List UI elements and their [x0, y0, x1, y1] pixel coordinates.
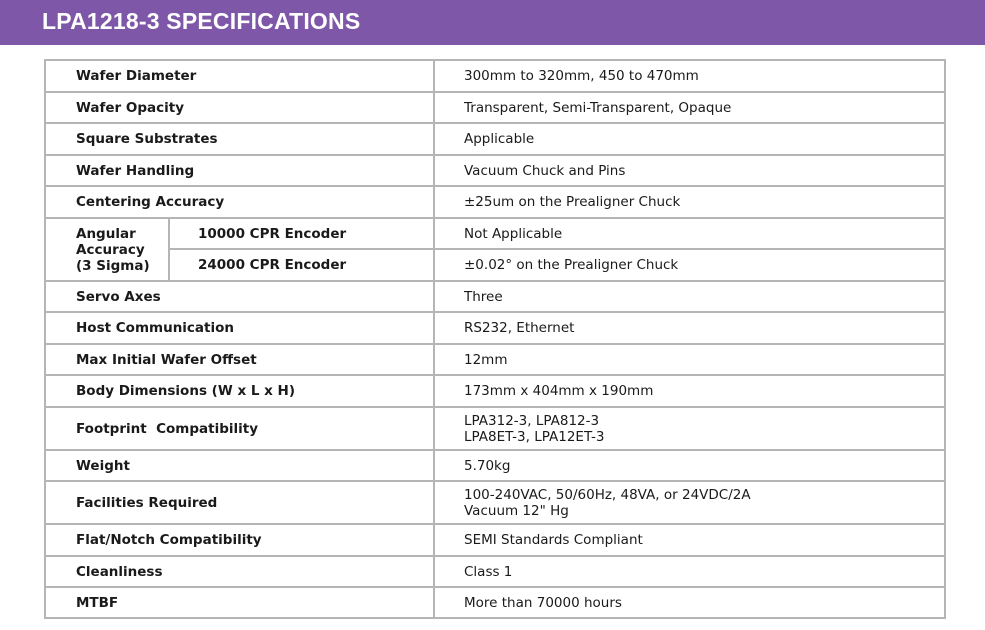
table-row [45, 344, 945, 375]
angular-accuracy-line-2: Accuracy [76, 241, 145, 258]
spec-label-weight: Weight [45, 450, 434, 481]
table-row [45, 218, 945, 249]
table-row [45, 60, 945, 92]
table-row [45, 450, 945, 481]
table-row [45, 481, 945, 524]
footprint-line-1: LPA312-3, LPA812-3 [464, 412, 600, 429]
page-title: LPA1218-3 SPECIFICATIONS [42, 8, 361, 34]
table-row [45, 407, 945, 450]
table-row [45, 281, 945, 312]
spec-value-centering-accuracy: ±25um on the Prealigner Chuck [434, 186, 945, 218]
spec-value-encoder-24000: ±0.02° on the Prealigner Chuck [434, 249, 945, 281]
spec-value-max-initial-wafer-offset: 12mm [434, 344, 945, 375]
spec-label-wafer-handling: Wafer Handling [45, 155, 434, 186]
spec-label-mtbf: MTBF [45, 587, 434, 618]
spec-sublabel-encoder-10000: 10000 CPR Encoder [169, 218, 434, 249]
facilities-line-1: 100-240VAC, 50/60Hz, 48VA, or 24VDC/2A [464, 486, 751, 503]
spec-value-wafer-handling: Vacuum Chuck and Pins [434, 155, 945, 186]
spec-label-body-dimensions: Body Dimensions (W x L x H) [45, 375, 434, 407]
angular-accuracy-line-3: (3 Sigma) [76, 257, 150, 274]
spec-sublabel-encoder-24000: 24000 CPR Encoder [169, 249, 434, 281]
table-row [45, 123, 945, 155]
table-row [45, 375, 945, 407]
table-row [45, 556, 945, 587]
table-row [45, 312, 945, 344]
spec-value-square-substrates: Applicable [434, 123, 945, 155]
spec-label-cleanliness: Cleanliness [45, 556, 434, 587]
spec-value-mtbf: More than 70000 hours [434, 587, 945, 618]
spec-value-encoder-10000: Not Applicable [434, 218, 945, 249]
spec-value-host-communication: RS232, Ethernet [434, 312, 945, 344]
header-bar [0, 0, 985, 45]
table-row [45, 155, 945, 186]
spec-value-cleanliness: Class 1 [434, 556, 945, 587]
spec-label-wafer-opacity: Wafer Opacity [45, 92, 434, 123]
spec-label-footprint-compatibility: Footprint Compatibility [45, 407, 434, 450]
spec-label-facilities-required: Facilities Required [45, 481, 434, 524]
table-row [45, 186, 945, 218]
spec-value-body-dimensions: 173mm x 404mm x 190mm [434, 375, 945, 407]
spec-value-flat-notch-compatibility: SEMI Standards Compliant [434, 524, 945, 556]
spec-label-host-communication: Host Communication [45, 312, 434, 344]
spec-label-square-substrates: Square Substrates [45, 123, 434, 155]
table-row [45, 587, 945, 618]
facilities-line-2: Vacuum 12" Hg [464, 502, 569, 519]
spec-label-max-initial-wafer-offset: Max Initial Wafer Offset [45, 344, 434, 375]
spec-value-footprint-compatibility [434, 407, 945, 450]
table-row [45, 92, 945, 123]
angular-accuracy-line-1: Angular [76, 225, 136, 242]
spec-value-wafer-diameter: 300mm to 320mm, 450 to 470mm [434, 60, 945, 92]
spec-value-wafer-opacity: Transparent, Semi-Transparent, Opaque [434, 92, 945, 123]
spec-label-servo-axes: Servo Axes [45, 281, 434, 312]
spec-label-angular-accuracy [45, 218, 169, 281]
footprint-line-2: LPA8ET-3, LPA12ET-3 [464, 428, 605, 445]
spec-value-weight: 5.70kg [434, 450, 945, 481]
spec-label-wafer-diameter: Wafer Diameter [45, 60, 434, 92]
specifications-table [44, 59, 946, 619]
table-row [45, 524, 945, 556]
spec-label-centering-accuracy: Centering Accuracy [45, 186, 434, 218]
spec-label-flat-notch-compatibility: Flat/Notch Compatibility [45, 524, 434, 556]
table-row [45, 249, 945, 281]
spec-value-facilities-required [434, 481, 945, 524]
spec-value-servo-axes: Three [434, 281, 945, 312]
